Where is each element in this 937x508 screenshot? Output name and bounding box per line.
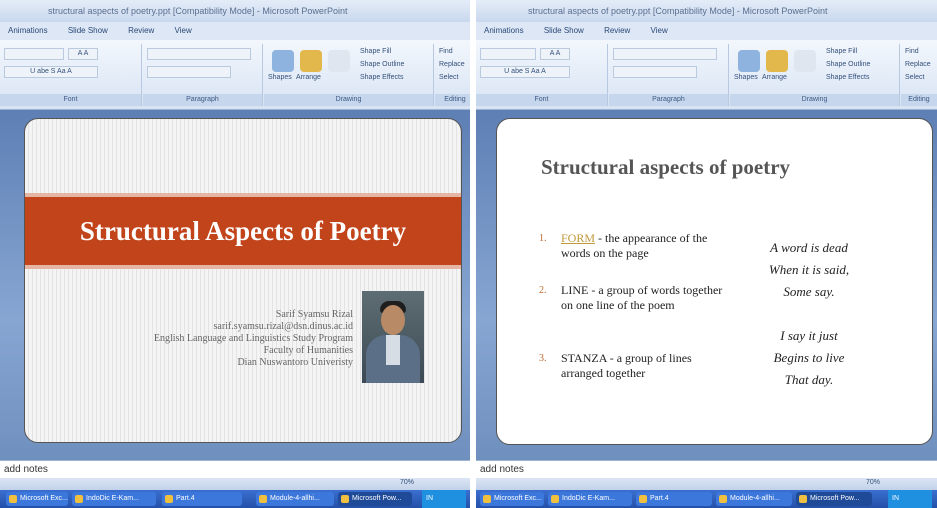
align-buttons[interactable] <box>147 66 231 78</box>
taskbar-item-excel[interactable]: Microsoft Exc... <box>6 492 68 506</box>
author-email: sarif.syamsu.rizal@dsn.dinus.ac.id <box>213 321 353 332</box>
notes-pane[interactable]: add notes <box>476 460 937 478</box>
font-format-buttons[interactable]: U abe S Aa A <box>480 66 570 78</box>
taskbar-item-indodic[interactable]: IndoDic E-Kam... <box>72 492 156 506</box>
poem-line: When it is said, <box>768 262 850 277</box>
font-group <box>476 44 608 106</box>
paragraph-group-label: Paragraph <box>609 94 728 106</box>
replace-button[interactable]: Replace <box>905 61 931 68</box>
shapes-icon[interactable] <box>738 50 760 72</box>
tab-review[interactable]: Review <box>128 26 155 35</box>
font-group-label: Font <box>0 94 141 106</box>
drawing-group-label: Drawing <box>264 94 433 106</box>
paragraph-group <box>143 44 263 106</box>
tab-view[interactable]: View <box>650 26 668 35</box>
window-title: structural aspects of poetry.ppt [Compatibility Mode] - Microsoft PowerPoint <box>528 6 828 16</box>
poem-line: Some say. <box>783 284 835 299</box>
editing-group <box>901 44 937 106</box>
drawing-group <box>264 44 434 106</box>
author-name: Sarif Syamsu Rizal <box>275 309 353 320</box>
taskbar-item-indodic[interactable]: IndoDic E-Kam... <box>548 492 632 506</box>
quick-styles-icon[interactable] <box>328 50 350 72</box>
list-buttons[interactable] <box>613 48 717 60</box>
list-number: 3. <box>539 353 547 364</box>
title-bar <box>0 0 470 22</box>
shape-outline[interactable]: Shape Outline <box>360 61 405 68</box>
arrange-icon[interactable] <box>300 50 322 72</box>
quick-styles-icon[interactable] <box>794 50 816 72</box>
taskbar-item-module[interactable]: Module-4-allhi... <box>256 492 334 506</box>
list-item-text: - the appearance of the words on the page <box>561 231 708 260</box>
slide-workspace <box>0 110 470 460</box>
slide-2-title: Structural aspects of poetry <box>541 155 791 179</box>
font-group <box>0 44 142 106</box>
slide-workspace <box>476 110 937 460</box>
tray-language[interactable]: IN <box>426 495 433 502</box>
drawing-group <box>730 44 900 106</box>
paragraph-group-label: Paragraph <box>143 94 262 106</box>
author-program: English Language and Linguistics Study Program <box>153 333 353 344</box>
find-button[interactable]: Find <box>439 48 453 55</box>
grow-font-button[interactable]: A A <box>68 48 98 60</box>
taskbar-item-part4[interactable]: Part.4 <box>162 492 242 506</box>
status-bar <box>476 478 937 490</box>
shape-outline[interactable]: Shape Outline <box>826 61 871 68</box>
select-button[interactable]: Select <box>439 74 459 81</box>
tab-review[interactable]: Review <box>604 26 631 35</box>
arrange-label: Arrange <box>296 74 321 81</box>
shapes-label: Shapes <box>734 74 758 81</box>
list-buttons[interactable] <box>147 48 251 60</box>
tab-animations[interactable]: Animations <box>8 26 48 35</box>
select-button[interactable]: Select <box>905 74 925 81</box>
find-button[interactable]: Find <box>905 48 919 55</box>
slide-1[interactable] <box>24 118 462 443</box>
ribbon <box>476 40 937 110</box>
author-photo <box>362 291 424 383</box>
taskbar-item-module[interactable]: Module-4-allhi... <box>716 492 792 506</box>
poem-line: That day. <box>784 372 834 387</box>
taskbar-item-powerpoint[interactable]: Microsoft Pow... <box>338 492 412 506</box>
taskbar-item-part4[interactable]: Part.4 <box>636 492 712 506</box>
shapes-icon[interactable] <box>272 50 294 72</box>
status-bar <box>0 478 470 490</box>
arrange-label: Arrange <box>762 74 787 81</box>
font-size-box[interactable] <box>4 48 64 60</box>
list-number: 1. <box>539 233 547 244</box>
tab-slide-show[interactable]: Slide Show <box>543 26 584 35</box>
list-item-text: STANZA - a group of lines arranged together <box>561 351 692 380</box>
grow-font-button[interactable]: A A <box>540 48 570 60</box>
form-link[interactable]: FORM <box>561 231 596 245</box>
zoom-level[interactable]: 70% <box>866 479 881 486</box>
editing-group-label: Editing <box>901 94 937 106</box>
tab-slide-show[interactable]: Slide Show <box>67 26 108 35</box>
list-item-text: LINE - a group of words together on one line of the poem <box>561 283 723 312</box>
font-size-box[interactable] <box>480 48 536 60</box>
poem-line: Begins to live <box>773 350 845 365</box>
tab-animations[interactable]: Animations <box>484 26 524 35</box>
list-number: 2. <box>539 285 547 296</box>
poem-line: I say it just <box>780 328 838 343</box>
slide-2[interactable] <box>496 118 933 445</box>
author-faculty: Faculty of Humanities <box>263 345 353 356</box>
window-title: structural aspects of poetry.ppt [Compatibility Mode] - Microsoft PowerPoint <box>48 6 348 16</box>
editing-group <box>435 44 470 106</box>
shape-fill[interactable]: Shape Fill <box>360 48 392 55</box>
slide-1-title: Structural Aspects of Poetry <box>25 193 461 269</box>
poem-line: A word is dead <box>770 240 848 255</box>
ribbon-tabs <box>0 22 470 40</box>
drawing-group-label: Drawing <box>730 94 899 106</box>
shape-fill[interactable]: Shape Fill <box>826 48 858 55</box>
shape-effects[interactable]: Shape Effects <box>360 74 404 81</box>
tab-view[interactable]: View <box>174 26 192 35</box>
title-bar <box>476 0 937 22</box>
shapes-label: Shapes <box>268 74 292 81</box>
author-block <box>154 309 353 369</box>
system-tray <box>422 490 466 508</box>
shape-effects[interactable]: Shape Effects <box>826 74 870 81</box>
powerpoint-window-right <box>476 0 937 508</box>
arrange-icon[interactable] <box>766 50 788 72</box>
replace-button[interactable]: Replace <box>439 61 465 68</box>
ribbon <box>0 40 470 110</box>
tray-language[interactable]: IN <box>892 495 899 502</box>
zoom-level[interactable]: 70% <box>400 479 415 486</box>
ribbon-tabs <box>476 22 937 40</box>
align-buttons[interactable] <box>613 66 697 78</box>
editing-group-label: Editing <box>435 94 470 106</box>
author-university: Dian Nuswantoro Univeristy <box>237 357 353 368</box>
poem-stanza-gap <box>733 303 885 325</box>
taskbar <box>476 490 937 508</box>
poem-block <box>733 237 885 391</box>
system-tray <box>888 490 932 508</box>
taskbar-item-powerpoint[interactable]: Microsoft Pow... <box>796 492 872 506</box>
paragraph-group <box>609 44 729 106</box>
notes-pane[interactable]: add notes <box>0 460 470 478</box>
font-group-label: Font <box>476 94 607 106</box>
taskbar-item-excel[interactable]: Microsoft Exc... <box>480 492 544 506</box>
taskbar <box>0 490 470 508</box>
font-format-buttons[interactable]: U abe S Aa A <box>4 66 98 78</box>
